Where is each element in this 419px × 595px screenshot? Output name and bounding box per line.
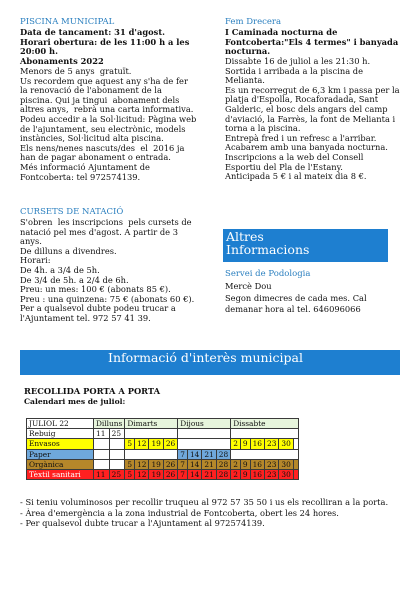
table-header-row — [27, 419, 299, 429]
text-line: Els nens/nenes nascuts/des el 2016 ja — [20, 142, 185, 153]
cell: 7 — [178, 449, 188, 459]
text-line: natació pel mes d'agost. A partir de 3 — [20, 226, 178, 237]
cell: 9 — [240, 439, 250, 449]
cell — [109, 459, 125, 469]
cell: 9 — [240, 469, 250, 479]
cell: 2 — [231, 469, 241, 479]
cell: 9 — [240, 459, 250, 469]
cell: 30 — [279, 439, 293, 449]
fem-bold-line: Fontcoberta:"Els 4 termes" i banyada — [225, 36, 399, 47]
table-row — [27, 449, 299, 459]
cell: 23 — [265, 459, 279, 469]
cell: 14 — [187, 459, 201, 469]
text-line: De dilluns a divendres. — [20, 245, 117, 256]
podologia-title: Servei de Podologia — [225, 269, 311, 279]
calendar-table-wrap — [26, 418, 299, 480]
text-line: Inscripcions a la web del Consell — [225, 151, 364, 162]
cell — [94, 449, 110, 459]
table-row — [27, 429, 299, 439]
cell: 16 — [250, 459, 264, 469]
cell — [109, 449, 125, 459]
piscina-bold-line: Data de tancament: 31 d'agost. — [20, 27, 166, 37]
podologia-text — [225, 281, 367, 316]
interes-municipal-band — [20, 350, 400, 375]
header-dijous: Dijous — [178, 419, 231, 429]
fem-drecera-title: Fem Drecera — [225, 17, 282, 27]
text-line: Segon dimecres de cada mes. Cal — [225, 292, 367, 303]
cell — [178, 429, 231, 439]
cell — [178, 439, 231, 449]
text-line: Menors de 5 anys gratuït. — [20, 66, 132, 76]
cell — [231, 449, 299, 459]
cell — [94, 459, 110, 469]
text-line: Dissabte 16 de juliol a les 21:30 h. — [225, 56, 371, 66]
text-line: Preu: un mes: 100 € (abonats 85 €). — [20, 284, 171, 295]
cell: 12 — [135, 459, 149, 469]
cell: 21 — [202, 459, 216, 469]
cell: 21 — [202, 469, 216, 479]
fem-bold-line: I Caminada nocturna de — [225, 27, 338, 37]
text-line: Horari: — [20, 255, 51, 266]
fem-bold-line: nocturna. — [225, 46, 271, 57]
cell: 30 — [279, 469, 293, 479]
header-dimarts: Dimarts — [125, 419, 178, 429]
cell: 2 — [231, 439, 241, 449]
table-row — [27, 469, 299, 479]
cell: 14 — [187, 449, 201, 459]
cell: 16 — [250, 439, 264, 449]
cell — [231, 429, 299, 439]
text-line: Fontcoberta: tel 972574139. — [20, 171, 141, 182]
text-line: Us recordem que aquest any s'ha de fer — [20, 75, 188, 86]
cell — [125, 449, 178, 459]
text-line: torna a la piscina. — [225, 123, 301, 134]
piscina-title: PISCINA MUNICIPAL — [20, 17, 115, 27]
cell: 25 — [109, 469, 125, 479]
cell — [293, 459, 298, 469]
text-line: S'obren les inscripcions pels cursets de — [20, 217, 192, 227]
text-line: piscina. Qui ja tingui abonament dels — [20, 94, 180, 105]
cell: 19 — [149, 469, 163, 479]
row-label: Rebuig — [27, 429, 94, 439]
text-line: Anticipada 5 € i al mateix dia 8 €. — [225, 171, 367, 182]
header-dilluns: Dilluns — [94, 419, 125, 429]
text-line: Entrepà fred i un refresc a l'arribar. — [225, 132, 377, 143]
cell: 23 — [265, 469, 279, 479]
fem-text — [225, 57, 400, 182]
header-dissabte: Dissabte — [231, 419, 299, 429]
cell — [94, 439, 110, 449]
text-line: Galderic, el bosc dels angars del camp — [225, 103, 388, 114]
text-line: Per a qualsevol dubte podeu trucar a — [20, 303, 176, 314]
cell: 19 — [149, 439, 163, 449]
row-label: Envasos — [27, 439, 94, 449]
cell: 7 — [178, 459, 188, 469]
cell: 26 — [163, 439, 177, 449]
header-month: JULIOL 22 — [27, 419, 94, 429]
text-line: De 4h. a 3/4 de 5h. — [20, 264, 100, 275]
cell: 11 — [94, 469, 110, 479]
cell: 23 — [265, 439, 279, 449]
text-line: Acabarem amb una banyada nocturna. — [225, 142, 388, 153]
altres-informacions-band — [223, 229, 388, 262]
cell — [293, 469, 298, 479]
cell: 25 — [109, 429, 125, 439]
text-line: d'aviació, la Farrès, la font de Melianta i — [225, 113, 396, 124]
text-line: Preu : una quinzena: 75 € (abonats 60 €). — [20, 293, 195, 304]
row-label: Tèxtil sanitari — [27, 469, 94, 479]
band-line: Informacions — [226, 242, 310, 257]
text-line: Més informació Ajuntament de — [20, 161, 150, 172]
cell: 19 — [149, 459, 163, 469]
row-label: Paper — [27, 449, 94, 459]
collection-calendar — [26, 418, 299, 480]
cell — [125, 429, 178, 439]
table-row — [27, 439, 299, 449]
footnote: - Si teniu voluminosos per recollir truqueu al 972 57 35 50 i us els recolliran a la porta. — [20, 497, 389, 507]
text-line: instàncies, Sol·licitud alta piscina. — [20, 133, 164, 144]
cell: 12 — [135, 469, 149, 479]
footnotes — [20, 497, 388, 529]
piscina-bold-line: 20:00 h. — [20, 46, 58, 57]
cell: 12 — [135, 439, 149, 449]
footnote: - Per qualsevol dubte trucar a l'Ajuntament al 972574139. — [20, 518, 265, 528]
text-line: platja d'Espolla, Rocaforadada, Sant — [225, 94, 379, 105]
cell: 26 — [163, 459, 177, 469]
text-line: l'Ajuntament tel. 972 57 41 39. — [20, 312, 151, 323]
cursets-title: CURSETS DE NATACIÓ — [20, 207, 124, 217]
text-line: altres anys, rebrà una carta informativa. — [20, 104, 194, 115]
text-line: anys. — [20, 236, 42, 247]
text-line: Melianta. — [225, 75, 265, 86]
text-line: la renovació de l'abonament de la — [20, 85, 162, 96]
piscina-bold-line: Abonaments 2022 — [20, 55, 104, 66]
cell: 5 — [125, 469, 135, 479]
cell: 7 — [178, 469, 188, 479]
cell: 11 — [94, 429, 110, 439]
text-line: demanar hora al tel. 646096066 — [225, 304, 361, 314]
text-line: han de pagar abonament o entrada. — [20, 152, 171, 163]
cell: 28 — [216, 449, 230, 459]
cell — [293, 439, 298, 449]
table-row — [27, 459, 299, 469]
cell: 26 — [163, 469, 177, 479]
text-line: Sortida i arribada a la piscina de — [225, 65, 363, 76]
text-line: Esportiu del Pla de l'Estany. — [225, 161, 343, 172]
fem-bold-block — [225, 28, 398, 57]
text-line: Mercè Dou — [225, 281, 272, 291]
cell: 5 — [125, 439, 135, 449]
recollida-subtitle: Calendari mes de juliol: — [24, 397, 126, 406]
text-line: Podeu accedir a la Sol·licitud: Pàgina web — [20, 113, 197, 124]
row-label: Orgànica — [27, 459, 94, 469]
cell — [109, 439, 125, 449]
piscina-bold-block — [20, 28, 189, 66]
cell: 28 — [216, 459, 230, 469]
band-line: Altres — [226, 229, 264, 244]
text-line: De 3/4 de 5h. a 2/4 de 6h. — [20, 274, 129, 285]
cell: 2 — [231, 459, 241, 469]
footnote: - Àrea d'emergència a la zona industrial de Fontcoberta, obert les 24 hores. — [20, 507, 339, 518]
band-title: Informació d'interès municipal — [108, 350, 303, 365]
cell: 28 — [216, 469, 230, 479]
recollida-title: RECOLLIDA PORTA A PORTA — [24, 386, 161, 396]
cell: 30 — [279, 459, 293, 469]
cursets-text — [20, 218, 194, 324]
piscina-text — [20, 67, 196, 182]
cell: 21 — [202, 449, 216, 459]
cell: 16 — [250, 469, 264, 479]
cell: 5 — [125, 459, 135, 469]
text-line: Es un recorregut de 6,3 km i passa per la — [225, 84, 400, 95]
text-line: de l'ajuntament, seu electrònic, models — [20, 123, 186, 134]
piscina-bold-line: Horari obertura: de les 11:00 h a les — [20, 36, 190, 47]
cell: 14 — [187, 469, 201, 479]
